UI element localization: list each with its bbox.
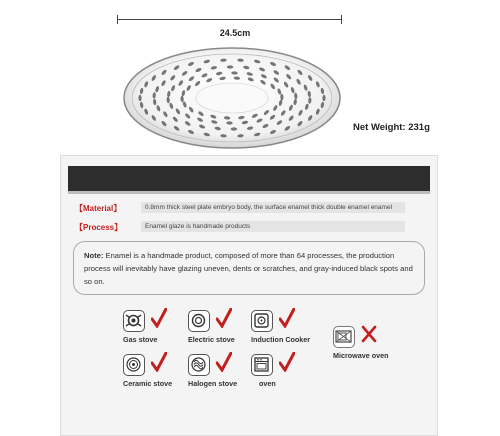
stove-label: Electric stove <box>188 335 235 344</box>
stove-item-electric <box>188 308 258 344</box>
net-weight-label: Net Weight: 231g <box>353 122 430 133</box>
stove-item-halogen <box>188 352 258 388</box>
gas-stove-icon <box>123 310 145 332</box>
note-box <box>73 241 425 295</box>
plate-hole <box>322 95 325 101</box>
stove-label: Microwave oven <box>333 351 389 360</box>
stove-item-induction <box>251 308 321 344</box>
note-text: Enamel is a handmade product, composed of more than 64 processes, the production process will inevitably have glazing uneven, dents or scratches, and gray-induced black spots and so on. <box>84 251 413 286</box>
plate-hole <box>138 95 141 101</box>
note-prefix: Note: <box>84 251 104 260</box>
microwave-oven-icon <box>333 326 355 348</box>
stove-label: Ceramic stove <box>123 379 173 388</box>
process-value: Enamel glaze is handmade products <box>141 221 405 232</box>
info-card <box>60 155 438 436</box>
stove-item-ceramic <box>123 352 193 388</box>
induction-cooker-icon <box>251 310 273 332</box>
oven-icon <box>251 354 273 376</box>
check-icon <box>151 308 167 333</box>
dimension-line <box>117 19 342 20</box>
material-label: 【Material】 <box>75 204 122 213</box>
material-value: 0.8mm thick steel plate embryo body, the surface enamel thick double enamel enamel <box>141 202 405 213</box>
ceramic-stove-icon <box>123 354 145 376</box>
cross-icon <box>361 324 377 349</box>
electric-stove-icon <box>188 310 210 332</box>
dimension-label: 24.5cm <box>219 28 251 38</box>
stove-item-gas <box>123 308 193 344</box>
check-icon <box>279 352 295 377</box>
enamel-plate-image <box>120 40 345 150</box>
check-icon <box>216 308 232 333</box>
check-icon <box>151 352 167 377</box>
stove-label: Halogen stove <box>188 379 238 388</box>
check-icon <box>279 308 295 333</box>
stove-item-microwave <box>333 324 403 360</box>
stove-label: Induction Cooker <box>251 335 311 344</box>
check-icon <box>216 352 232 377</box>
stove-label: oven <box>259 379 276 388</box>
stove-item-oven <box>251 352 321 388</box>
halogen-stove-icon <box>188 354 210 376</box>
card-header-bar <box>68 166 430 194</box>
process-label: 【Process】 <box>75 223 123 232</box>
stove-label: Gas stove <box>123 335 158 344</box>
